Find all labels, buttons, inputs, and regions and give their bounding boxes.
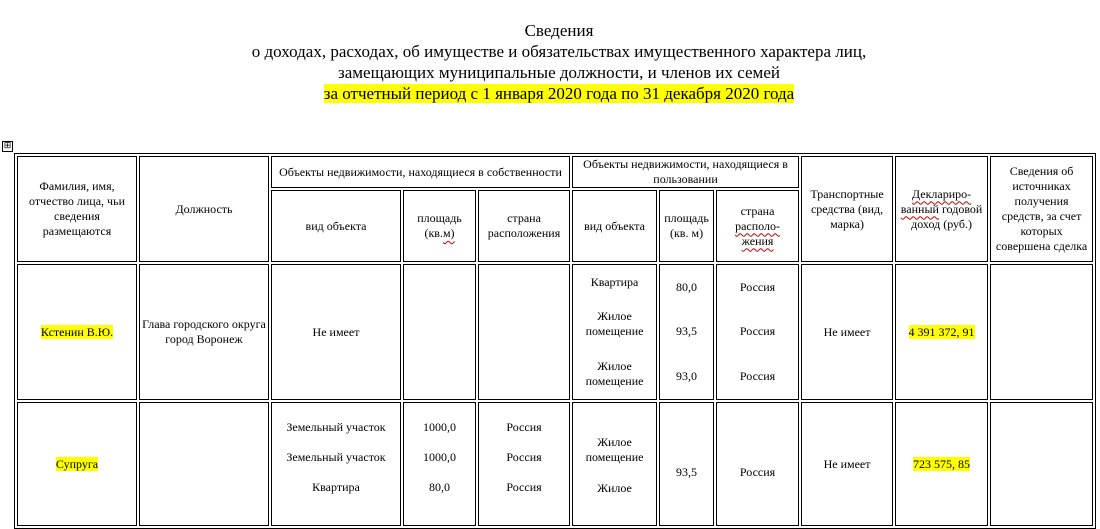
cell-name <box>17 402 137 526</box>
income-value: 4 391 372, 91 <box>908 324 975 339</box>
header-owned-area: площадь (кв.м) <box>403 190 476 262</box>
cell-used-area: 93,5 <box>659 402 714 526</box>
cell-used-country: Россия Россия Россия <box>716 264 799 400</box>
header-owned-group: Объекты недвижимости, находящиеся в собственности <box>271 156 570 188</box>
header-income-prefix: Деклариро- <box>911 186 972 201</box>
header-position: Должность <box>139 156 269 262</box>
table-row <box>17 402 1093 526</box>
cell-used-area: 80,0 93,5 93,0 <box>659 264 714 400</box>
cell-owned-area <box>403 264 476 400</box>
cell-position <box>139 402 269 526</box>
cell-used-type: Квартира Жилое помещение Жилое помещение <box>572 264 657 400</box>
header-used-group: Объекты недвижимости, находящиеся в пользовании <box>572 156 799 188</box>
person-name: Супруга <box>55 456 99 471</box>
header-subtitle-2: замещающих муниципальные должности, и членов их семей <box>338 63 780 82</box>
cell-position: Глава городского округа город Воронеж <box>139 264 269 400</box>
header-income-wavy: ванный <box>900 201 939 216</box>
cell-used-type: Жилое помещение Жилое <box>572 402 657 526</box>
header-owned-country: страна расположения <box>478 190 570 262</box>
cell-owned-type: Земельный участок Земельный участок Квартира <box>271 402 401 526</box>
cell-sources <box>990 264 1093 400</box>
header-owned-type: вид объекта <box>271 190 401 262</box>
cell-income <box>895 264 988 400</box>
header-used-type: вид объекта <box>572 190 657 262</box>
document-header <box>0 20 1100 104</box>
header-period-highlight: за отчетный период с 1 января 2020 года по 31 декабря 2020 года <box>323 84 795 103</box>
cell-name <box>17 264 137 400</box>
income-value: 723 575, 85 <box>913 456 971 471</box>
person-name: Кстенин В.Ю. <box>40 324 114 339</box>
header-fio: Фамилия, имя, отчество лица, чьи сведения размещаются <box>17 156 137 262</box>
header-income <box>895 156 988 262</box>
header-subtitle-1: о доходах, расходах, об имуществе и обязательствах имущественного характера лиц, <box>251 42 867 61</box>
cell-owned-area: 1000,0 1000,0 80,0 <box>403 402 476 526</box>
cell-sources <box>990 402 1093 526</box>
header-title: Сведения <box>524 21 594 40</box>
table-move-handle-icon[interactable]: ⊞ <box>3 141 12 151</box>
cell-transport: Не имеет <box>801 402 893 526</box>
header-transport: Транспортные средства (вид, марка) <box>801 156 893 262</box>
cell-owned-country: Россия Россия Россия <box>478 402 570 526</box>
header-used-country: страна располо- жения <box>716 190 799 262</box>
declaration-table <box>14 153 1096 529</box>
header-used-area: площадь (кв. м) <box>659 190 714 262</box>
header-income-rest: годовой доход (руб.) <box>911 201 983 231</box>
cell-transport: Не имеет <box>801 264 893 400</box>
header-period <box>18 83 1100 104</box>
header-sources: Сведения об источниках получения средств, за счет которых совершена сделка <box>990 156 1093 262</box>
table-header-row <box>17 156 1093 188</box>
cell-income <box>895 402 988 526</box>
table-row <box>17 264 1093 400</box>
cell-owned-type: Не имеет <box>271 264 401 400</box>
cell-used-country: Россия <box>716 402 799 526</box>
cell-owned-country <box>478 264 570 400</box>
